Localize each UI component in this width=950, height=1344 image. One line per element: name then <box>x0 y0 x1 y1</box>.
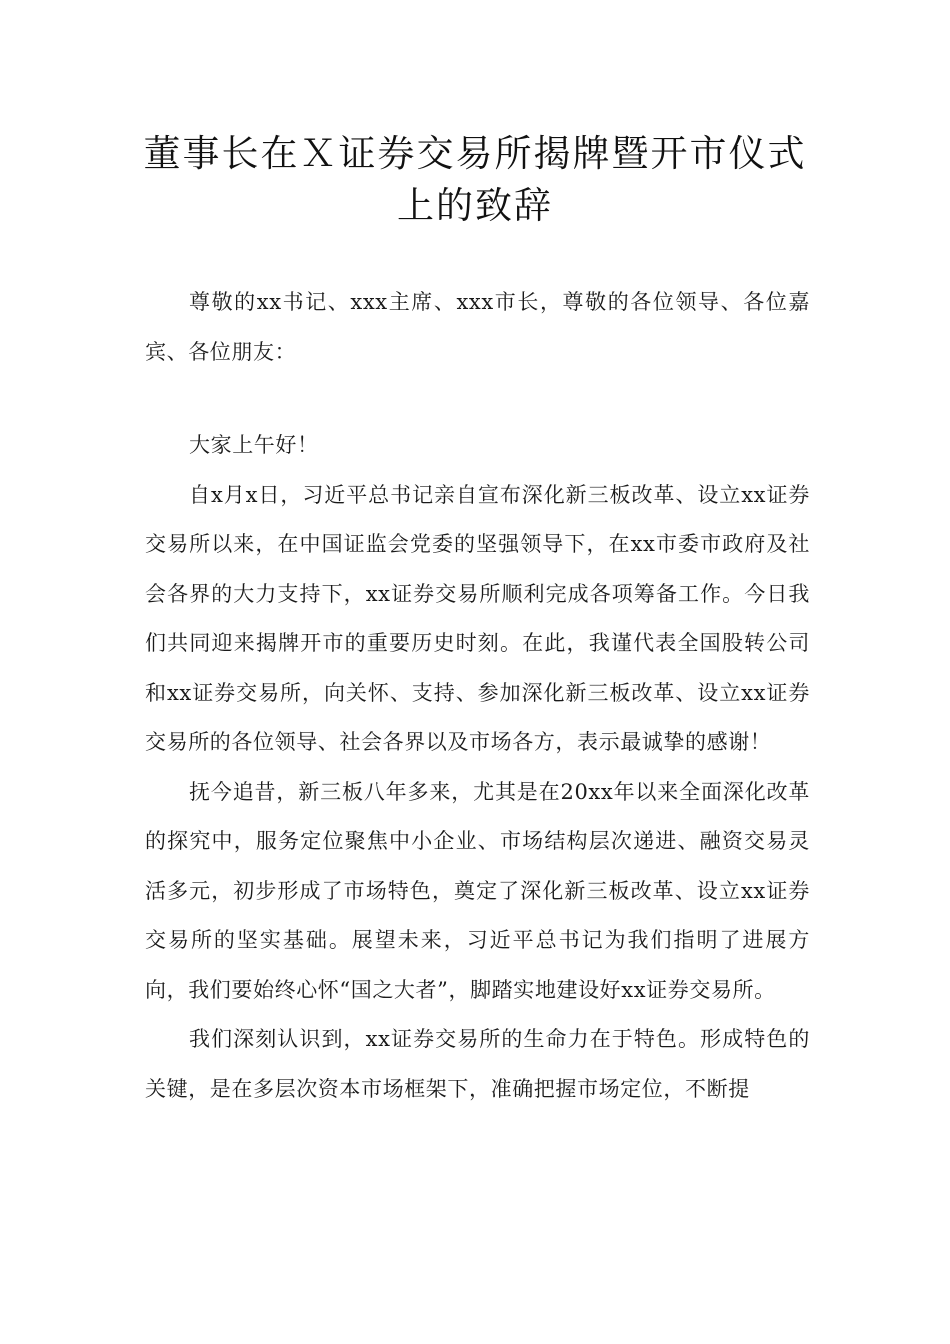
body-paragraph-2: 抚今追昔，新三板八年多来，尤其是在20xx年以来全面深化改革的探究中，服务定位聚焦中小企业、市场结构层次递进、融资交易灵活多元，初步形成了市场特色，奠定了深化新三板改革、设立xx证券交易所的坚实基础。展望未来，习近平总书记为我们指明了进展方向，我们要始终心怀“国之大者”，脚踏实地建设好xx证券交易所。 <box>145 779 810 1002</box>
salutation-paragraph: 尊敬的xx书记、xxx主席、xxx市长，尊敬的各位领导、各位嘉宾、各位朋友： <box>145 290 810 364</box>
title-line-1: 董事长在Ｘ证券交易所揭牌暨开市仪式 <box>143 132 807 175</box>
paragraph-gap <box>145 377 810 421</box>
document-title <box>140 128 810 232</box>
document-body <box>145 278 810 1114</box>
body-paragraph-1: 自x月x日，习近平总书记亲自宣布深化新三板改革、设立xx证券交易所以来，在中国证监会党委的坚强领导下，在xx市委市政府及社会各界的大力支持下，xx证券交易所顺利完成各项筹备工作。今日我们共同迎来揭牌开市的重要历史时刻。在此，我谨代表全国股转公司和xx证券交易所，向关怀、支持、参加深化新三板改革、设立xx证券交易所的各位领导、社会各界以及市场各方，表示最诚挚的感谢！ <box>145 482 810 754</box>
body-paragraph-3: 我们深刻认识到，xx证券交易所的生命力在于特色。形成特色的关键，是在多层次资本市场框架下，准确把握市场定位，不断提 <box>145 1027 810 1101</box>
title-line-2: 上的致辞 <box>397 184 553 227</box>
greeting-paragraph: 大家上午好！ <box>189 433 319 457</box>
